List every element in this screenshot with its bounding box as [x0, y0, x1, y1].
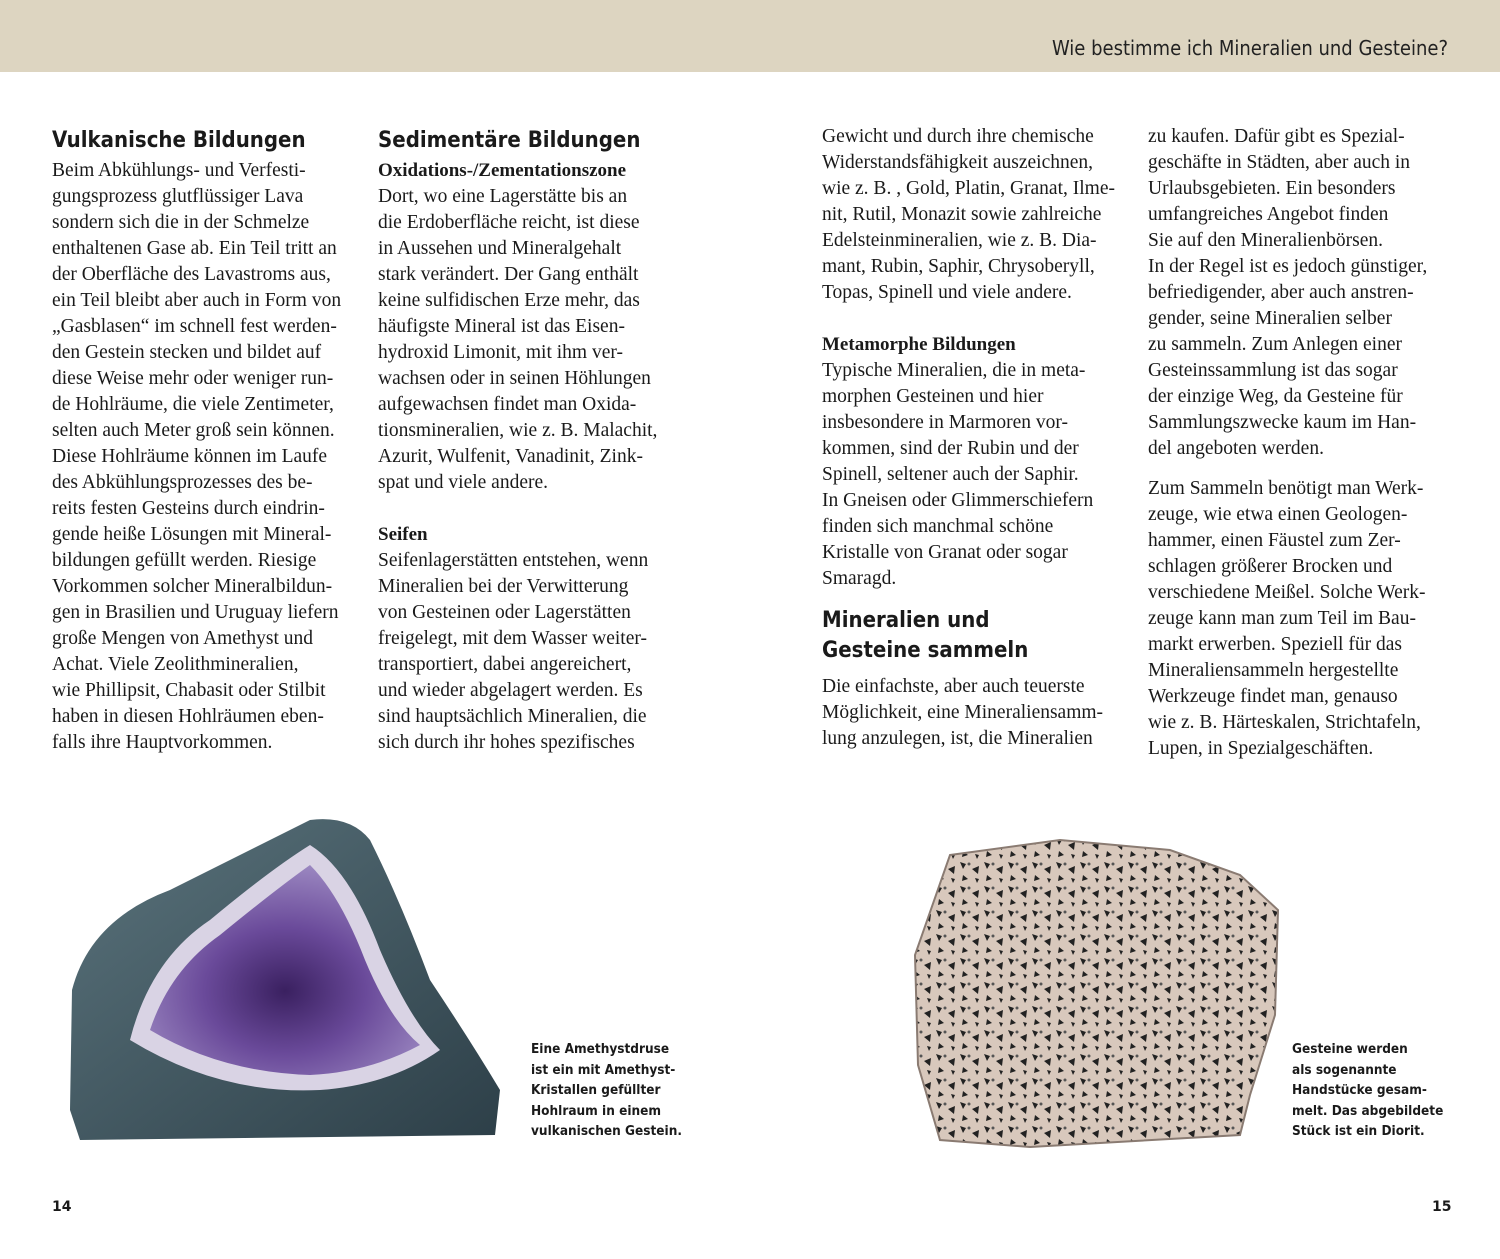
paragraph: zu kaufen. Dafür gibt es Spezial- geschäfte in Städten, aber auch in Urlaubsgebieten. Ein besonders umfangreiches Angebot finden Sie auf den Mineralienbörsen. In der Regel ist es jedoch günstiger, befriedigender, aber auch anstren- gender, seine Mineralien selber zu sammeln. Zum Anlegen einer Gesteinssammlung ist das sogar der einzige Weg, da Gesteine für Sammlungszwecke kaum im Han- del angeboten werden.: [1148, 126, 1428, 459]
page-number-right: 15: [1432, 1199, 1452, 1215]
subheading-oxidationszone: Oxidations-/Zementationszone: [378, 160, 627, 181]
paragraph: Gewicht und durch ihre chemische Widerstandsfähigkeit auszeichnen, wie z. B. , Gold, Platin, Granat, Ilme- nit, Rutil, Monazit sowie zahlreiche Edelsteinmineralien, wie z. B. Dia- mant, Rubin, Saphir, Chrysoberyll, Topas, Spinell und viele andere.: [822, 126, 1115, 303]
amethyst-geode-image: [60, 810, 510, 1150]
running-title: Wie bestimme ich Mineralien und Gesteine?: [1051, 36, 1448, 60]
paragraph: Seifenlagerstätten entstehen, wenn Mineralien bei der Verwitterung von Gesteinen oder Lagerstätten freigelegt, mit dem Wasser weiter- transportiert, dabei angereichert, und wieder abgelagert werden. Es sind hauptsächlich Mineralien, die sich durch ihr hohes spezifisches: [378, 550, 649, 753]
heading-vulkanische-bildungen: Vulkanische Bildungen: [52, 128, 306, 153]
column-2: [378, 126, 678, 756]
subheading-metamorphe-bildungen: Metamorphe Bildungen: [822, 334, 1016, 355]
subheading-seifen: Seifen: [378, 524, 428, 545]
column-4: [1148, 124, 1448, 762]
paragraph: Typische Mineralien, die in meta- morphen Gesteinen und hier insbesondere in Marmoren vor- kommen, sind der Rubin und der Spinell, seltener auch der Saphir. In Gneisen oder Glimmerschiefern finden sich manchmal schöne Kristalle von Granat oder sogar Smaragd.: [822, 360, 1094, 589]
paragraph: Zum Sammeln benötigt man Werk- zeuge, wie etwa einen Geologen- hammer, einen Fäustel zum Zer- schlagen größerer Brocken und verschiedene Meißel. Solche Werk- zeuge kann man zum Teil im Bau- markt erwerben. Speziell für das Mineraliensammeln hergestellte Werkzeuge findet man, genauso wie z. B. Härteskalen, Strichtafeln, Lupen, in Spezialgeschäften.: [1148, 478, 1426, 759]
column-3: [822, 124, 1132, 752]
caption-amethyst: Eine Amethystdruse ist ein mit Amethyst- Kristallen gefüllter Hohlraum in einem vulkanischen Gestein.: [531, 1041, 682, 1139]
paragraph: Die einfachste, aber auch teuerste Möglichkeit, eine Mineraliensamm- lung anzulegen, ist, die Mineralien: [822, 676, 1104, 749]
paragraph: Beim Abkühlungs- und Verfesti- gungsprozess glutflüssiger Lava sondern sich die in der Schmelze enthaltenen Gase ab. Ein Teil tritt an der Oberfläche des Lavastroms aus, ein Teil bleibt aber auch in Form von „Gasblasen“ im schnell fest werden- den Gestein stecken und bildet auf diese Weise mehr oder weniger run- de Hohlräume, die viele Zentimeter, selten auch Meter groß sein können. Diese Hohlräume können im Laufe des Abkühlungsprozesses des be- reits festen Gesteins durch eindrin- gende heiße Lösungen mit Mineral- bildungen gefüllt werden. Riesige Vorkommen solcher Mineralbildun- gen in Brasilien und Uruguay liefern große Mengen von Amethyst und Achat. Viele Zeolithmineralien, wie Phillipsit, Chabasit oder Stilbit haben in diesen Hohlräumen eben- falls ihre Hauptvorkommen.: [52, 160, 342, 753]
paragraph: Dort, wo eine Lagerstätte bis an die Erdoberfläche reicht, ist diese in Aussehen und Mineralgehalt stark verändert. Der Gang enthält keine sulfidischen Erze mehr, das häufigste Mineral ist das Eisen- hydroxid Limonit, mit ihm ver- wachsen oder in seinen Höhlungen aufgewachsen findet man Oxida- tionsmineralien, wie z. B. Malachit, Azurit, Wulfenit, Vanadinit, Zink- spat und viele andere.: [378, 186, 658, 493]
caption-diorite: Gesteine werden als sogenannte Handstücke gesam- melt. Das abgebildete Stück ist ein Diorit.: [1292, 1041, 1444, 1139]
diorite-image: [910, 835, 1285, 1155]
heading-sedimentaere-bildungen: Sedimentäre Bildungen: [378, 128, 641, 153]
heading-mineralien-sammeln: Mineralien und Gesteine sammeln: [822, 608, 1029, 663]
page-number-left: 14: [52, 1199, 72, 1215]
column-1: [52, 126, 352, 756]
